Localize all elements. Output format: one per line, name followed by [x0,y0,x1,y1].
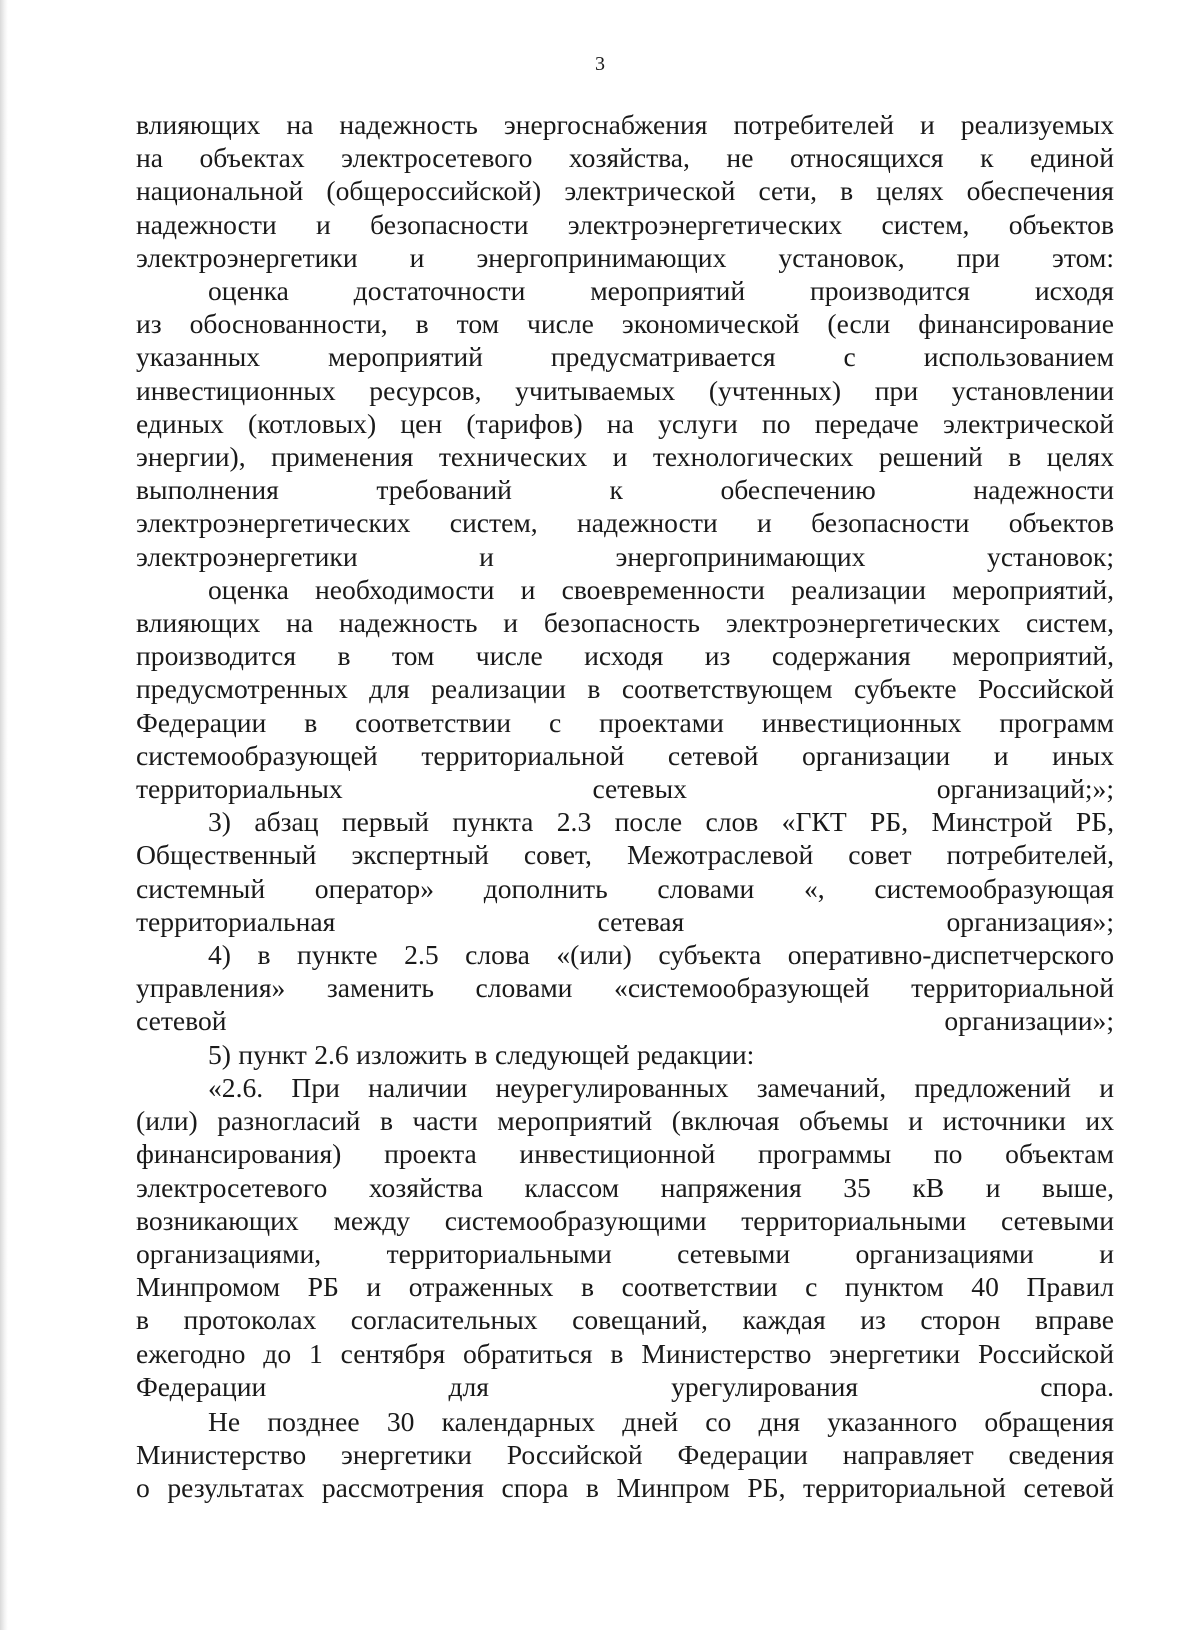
paragraph-2 [136,274,1114,573]
paragraph-5 [136,938,1114,1038]
text-line: организациями, территориальными сетевыми организациями и [136,1237,1114,1269]
text-line: указанных мероприятий предусматривается с использованием [136,341,1114,373]
text-line: ежегодно до 1 сентября обратиться в Министерство энергетики Российской [136,1337,1114,1369]
text-line: Общественный экспертный совет, Межотраслевой совет потребителей, [136,839,1114,871]
text-line: Федерации для урегулирования спора. [136,1370,1114,1402]
document-body [136,108,1114,1505]
page-number: 3 [595,53,605,75]
paragraph-4 [136,805,1114,938]
text-line: системообразующей территориальной сетевой организации и иных [136,739,1114,771]
text-line: электроэнергетики и энергопринимающих установок; [136,540,1114,572]
text-line: энергии), применения технических и технологических решений в целях [136,441,1114,473]
text-line: предусмотренных для реализации в соответствующем субъекте Российской [136,673,1114,705]
paragraph-3 [136,573,1114,805]
text-line: 5) пункт 2.6 изложить в следующей редакции: [208,1038,755,1070]
text-line: оценка достаточности мероприятий производится исходя [208,275,1114,307]
text-line: влияющих на надежность энергоснабжения потребителей и реализуемых [136,109,1114,140]
text-line: территориальная сетевая организация»; [136,905,1114,937]
paragraph-7 [136,1071,1114,1403]
paragraph-8 [136,1405,1114,1505]
text-line: электросетевого хозяйства классом напряжения 35 кВ и выше, [136,1171,1114,1203]
text-line: в протоколах согласительных совещаний, каждая из сторон вправе [136,1304,1114,1336]
text-line: 3) абзац первый пункта 2.3 после слов «ГКТ РБ, Минстрой РБ, [208,806,1114,838]
text-line: Минпромом РБ и отраженных в соответствии с пунктом 40 Правил [136,1271,1114,1303]
text-line: Не позднее 30 календарных дней со дня указанного обращения [208,1405,1114,1437]
text-line: производится в том числе исходя из содержания мероприятий, [136,640,1114,672]
text-line: электроэнергетических систем, надежности и безопасности объектов [136,507,1114,539]
text-line: управления» заменить словами «системообразующей территориальной [136,972,1114,1004]
text-line: надежности и безопасности электроэнергетических систем, объектов [136,208,1114,240]
text-line: электроэнергетики и энергопринимающих установок, при этом: [136,241,1114,273]
text-line: Министерство энергетики Российской Федерации направляет сведения [136,1439,1114,1471]
scan-edge-shadow [0,0,8,1630]
text-line: «2.6. При наличии неурегулированных замечаний, предложений и [208,1071,1114,1103]
text-line: 4) в пункте 2.5 слова «(или) субъекта оперативно-диспетчерского [208,939,1114,971]
text-line: Федерации в соответствии с проектами инвестиционных программ [136,706,1114,738]
text-line: финансирования) проекта инвестиционной программы по объектам [136,1138,1114,1170]
text-line: возникающих между системообразующими территориальными сетевыми [136,1204,1114,1236]
text-line: национальной (общероссийской) электрической сети, в целях обеспечения [136,175,1114,207]
text-line: территориальных сетевых организаций;»; [136,773,1114,805]
text-line: сетевой организации»; [136,1005,1114,1037]
paragraph-6 [136,1038,1114,1071]
text-line: выполнения требований к обеспечению надежности [136,474,1114,506]
text-line: единых (котловых) цен (тарифов) на услуги по передаче электрической [136,407,1114,439]
text-line: о результатах рассмотрения спора в Минпром РБ, территориальной сетевой [136,1472,1114,1504]
text-line: на объектах электросетевого хозяйства, не относящихся к единой [136,142,1114,174]
text-line: из обоснованности, в том числе экономической (если финансирование [136,308,1114,340]
text-line: (или) разногласий в части мероприятий (включая объемы и источники их [136,1105,1114,1137]
text-line: влияющих на надежность и безопасность электроэнергетических систем, [136,607,1114,639]
paragraph-1 [136,108,1114,274]
text-line: системный оператор» дополнить словами «, системообразующая [136,872,1114,904]
text-line: инвестиционных ресурсов, учитываемых (учтенных) при установлении [136,374,1114,406]
text-line: оценка необходимости и своевременности реализации мероприятий, [208,573,1114,605]
